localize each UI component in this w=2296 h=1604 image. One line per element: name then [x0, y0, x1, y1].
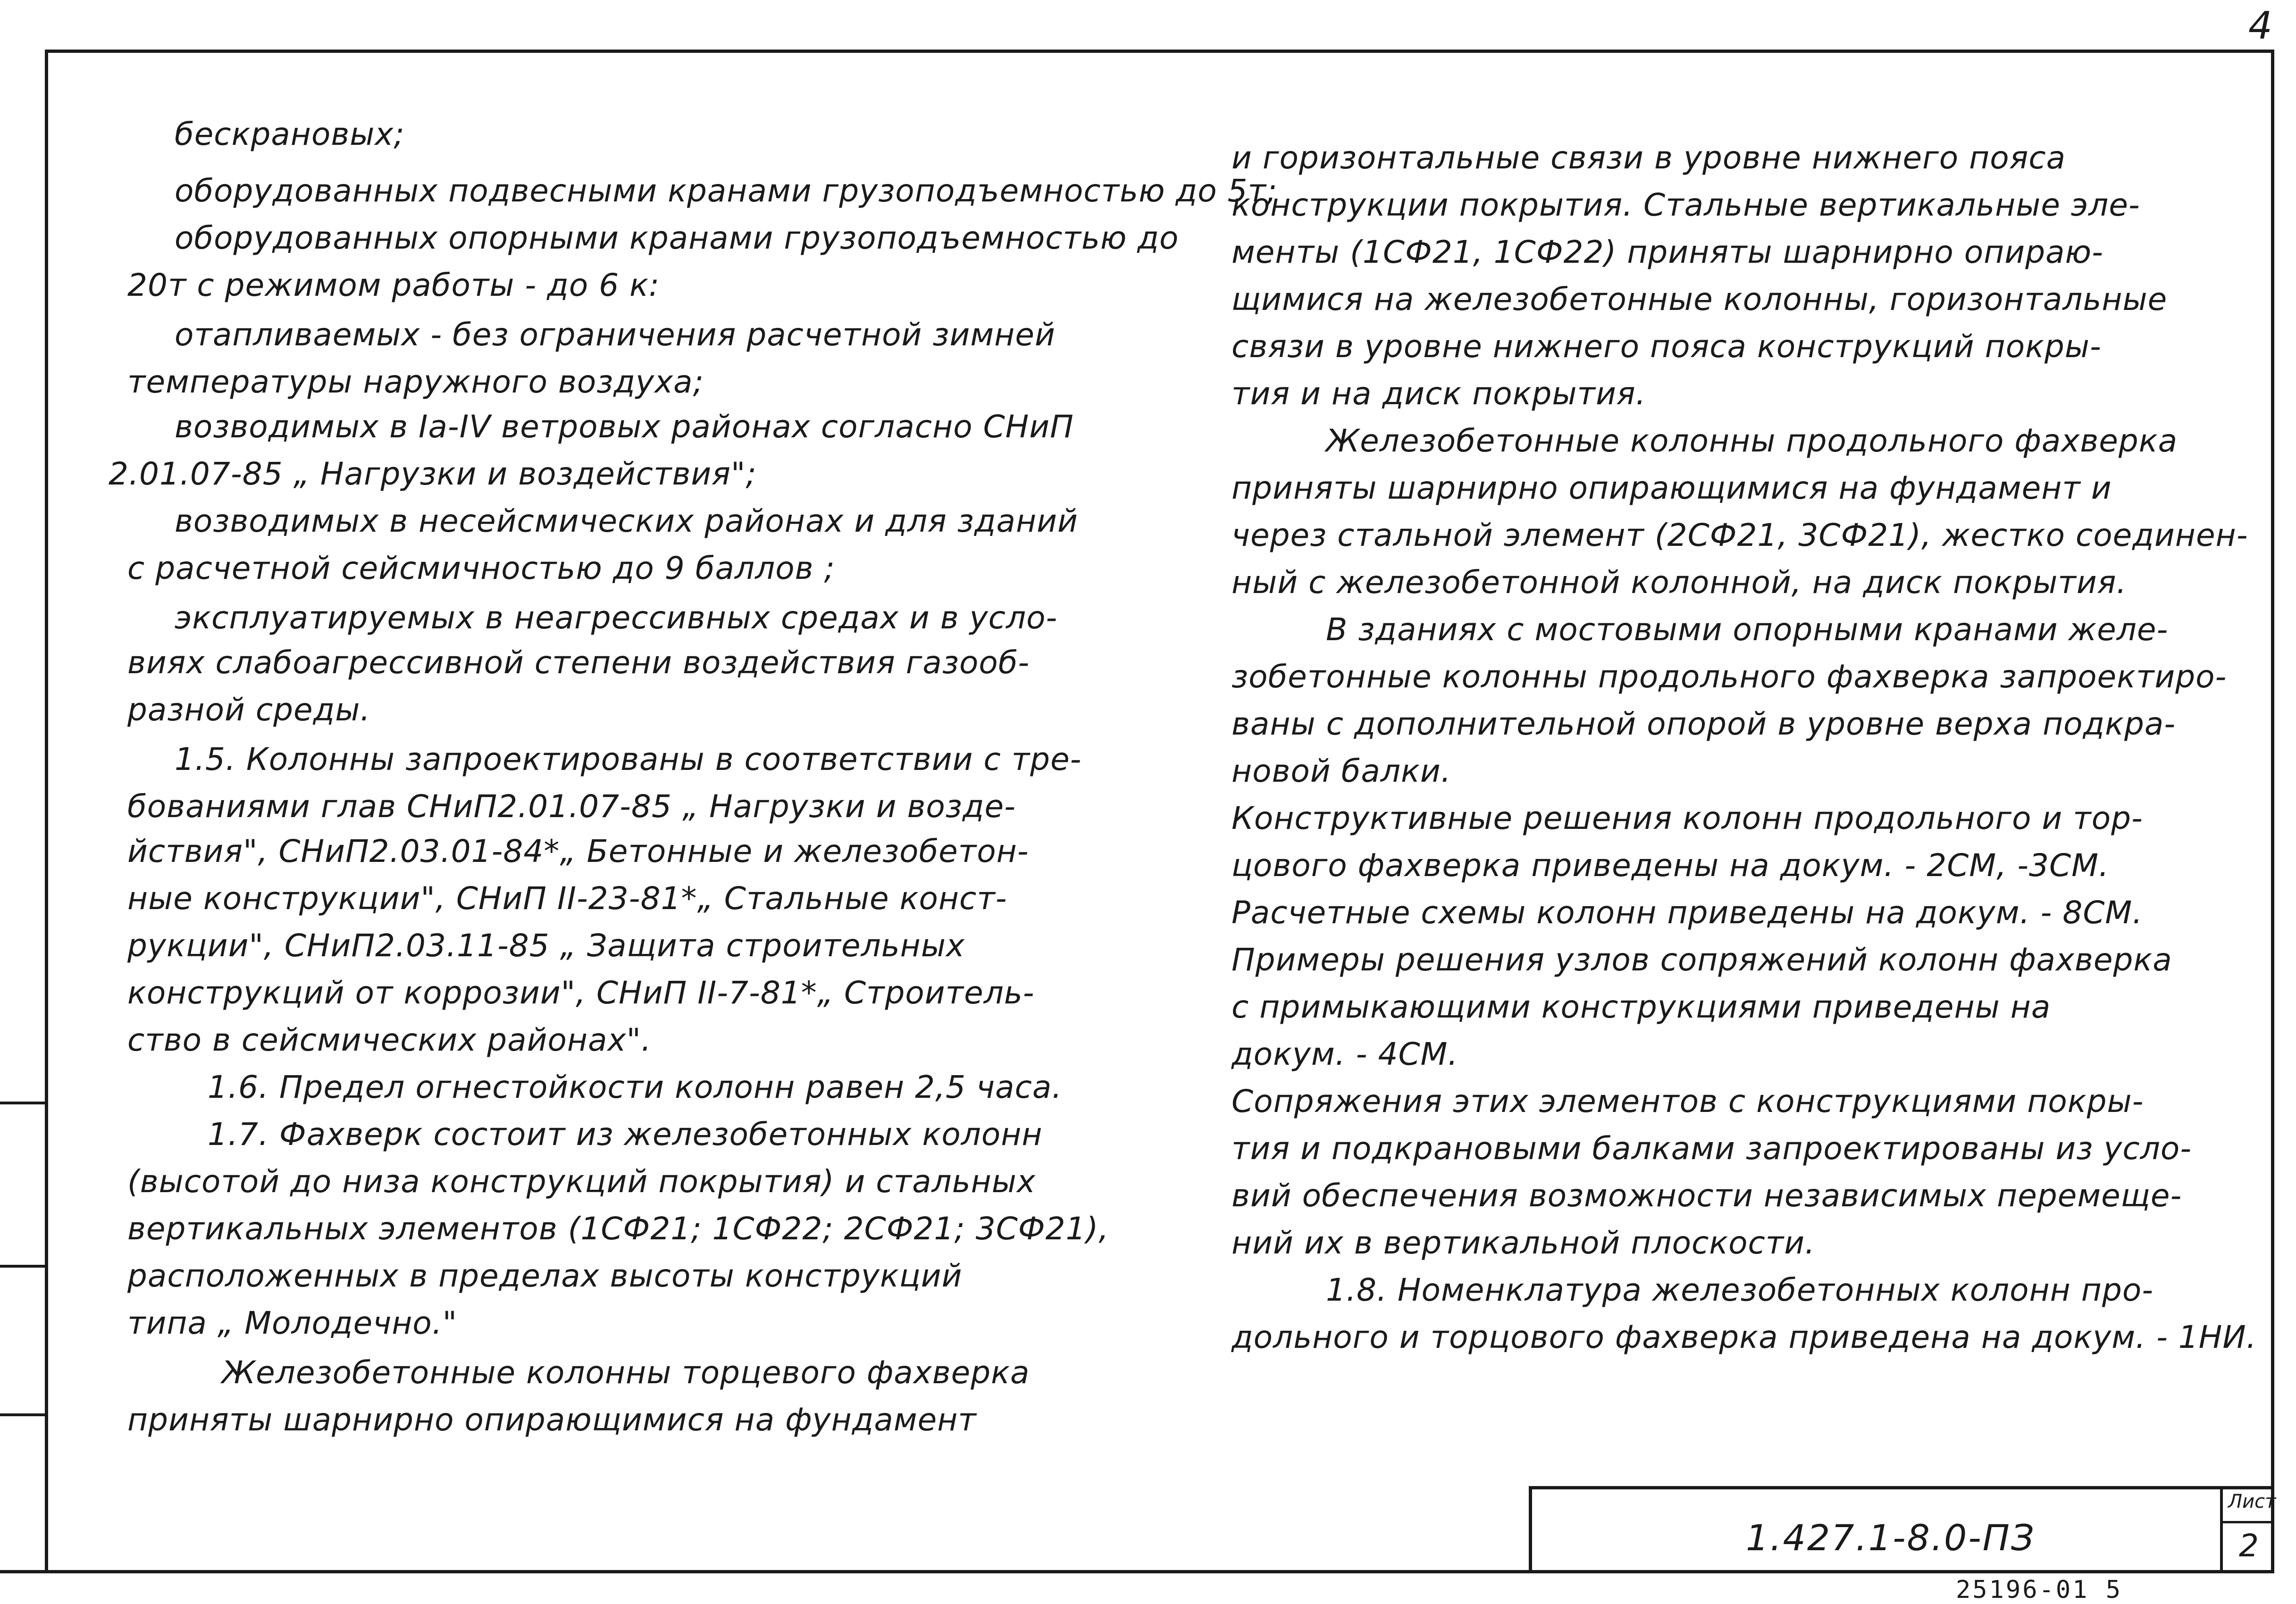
corner-page-number: 4	[2248, 4, 2272, 48]
text-line: типа „ Молодечно."	[127, 1305, 458, 1341]
text-line: приняты шарнирно опирающимися на фундамент и	[1232, 470, 2112, 506]
text-line: бованиями глав СНиП2.01.07-85 „ Нагрузки и возде-	[127, 788, 1016, 825]
text-line: рукции", СНиП2.03.11-85 „ Защита строительных	[127, 927, 965, 964]
text-line: расположенных в пределах высоты конструкций	[127, 1258, 963, 1294]
text-line: щимися на железобетонные колонны, горизонтальные	[1232, 281, 2168, 317]
text-line: 2.01.07-85 „ Нагрузки и воздействия";	[109, 456, 757, 492]
text-line: с расчетной сейсмичностью до 9 баллов ;	[127, 550, 835, 586]
sheet-label: Лист	[2228, 1491, 2276, 1512]
text-line: дольного и торцового фахверка приведена на докум. - 1НИ.	[1232, 1319, 2257, 1355]
text-line: оборудованных подвесными кранами грузоподъемностью до 5т;	[175, 173, 1278, 209]
text-line: докум. - 4СМ.	[1232, 1036, 1458, 1072]
text-line: ство в сейсмических районах".	[127, 1022, 652, 1058]
text-line: конструкции покрытия. Стальные вертикальные эле-	[1232, 187, 2140, 223]
text-line: 20т с режимом работы - до 6 к:	[127, 267, 660, 303]
text-line: 1.6. Предел огнестойкости колонн равен 2,5 часа.	[208, 1069, 1063, 1105]
text-line: цового фахверка приведены на докум. - 2СМ, -3СМ.	[1232, 847, 2110, 884]
text-line: виях слабоагрессивной степени воздействия газооб-	[127, 644, 1030, 681]
text-line: 1.8. Номенклатура железобетонных колонн про-	[1326, 1272, 2154, 1308]
text-line: зобетонные колонны продольного фахверка запроектиро-	[1232, 659, 2227, 695]
text-line: оборудованных опорными кранами грузоподъемностью до	[175, 220, 1179, 256]
text-line: Сопряжения этих элементов с конструкциями покры-	[1232, 1083, 2144, 1119]
text-line: и горизонтальные связи в уровне нижнего пояса	[1232, 140, 2066, 176]
sheet-divider	[2220, 1521, 2274, 1523]
document-code: 1.427.1-8.0-ПЗ	[1746, 1517, 2036, 1559]
text-line: вертикальных элементов (1СФ21; 1СФ22; 2СФ21; 3СФ21),	[127, 1211, 1109, 1247]
text-line: Расчетные схемы колонн приведены на докум. - 8СМ.	[1232, 894, 2143, 931]
text-line: 1.5. Колонны запроектированы в соответствии с тре-	[175, 741, 1082, 777]
text-line: возводимых в Ia-IV ветровых районах согласно СНиП	[175, 409, 1074, 445]
text-line: возводимых в несейсмических районах и для зданий	[175, 503, 1078, 539]
text-line: отапливаемых - без ограничения расчетной зимней	[175, 317, 1056, 353]
text-line: Железобетонные колонны торцевого фахверка	[222, 1354, 1030, 1391]
text-line: бескрановых;	[175, 116, 405, 152]
text-line: ные конструкции", СНиП II-23-81*„ Стальные конст-	[127, 880, 1007, 917]
archive-number: 25196-01 5	[1956, 1576, 2123, 1604]
left-margin-stamp	[0, 1102, 45, 1570]
text-line: Конструктивные решения колонн продольного и тор-	[1232, 800, 2143, 836]
text-line: новой балки.	[1232, 753, 1451, 789]
text-line: Железобетонные колонны продольного фахверка	[1326, 423, 2178, 459]
text-line: В зданиях с мостовыми опорными кранами желе-	[1326, 611, 2169, 648]
left-margin-divider	[0, 1265, 45, 1268]
left-margin-divider	[0, 1413, 45, 1416]
bottom-border	[0, 1570, 2274, 1573]
text-line: ваны с дополнительной опорой в уровне верха подкра-	[1232, 706, 2176, 742]
text-line: разной среды.	[127, 692, 371, 728]
text-line: Примеры решения узлов сопряжений колонн фахверка	[1232, 942, 2172, 978]
text-line: менты (1СФ21, 1СФ22) приняты шарнирно опираю-	[1232, 234, 2103, 270]
text-line: вий обеспечения возможности независимых перемеще-	[1232, 1178, 2182, 1214]
text-line: ний их в вертикальной плоскости.	[1232, 1225, 1816, 1261]
text-line: температуры наружного воздуха;	[127, 364, 704, 400]
text-line: йствия", СНиП2.03.01-84*„ Бетонные и железобетон-	[127, 833, 1029, 869]
text-line: тия и подкрановыми балками запроектированы из усло-	[1232, 1130, 2192, 1167]
text-line: приняты шарнирно опирающимися на фундамент	[127, 1402, 977, 1438]
text-line: (высотой до низа конструкций покрытия) и стальных	[127, 1163, 1036, 1200]
text-line: 1.7. Фахверк состоит из железобетонных колонн	[208, 1116, 1043, 1153]
text-line: ный с железобетонной колонной, на диск покрытия.	[1232, 564, 2127, 601]
text-line: тия и на диск покрытия.	[1232, 376, 1646, 412]
text-line: с примыкающими конструкциями приведены на	[1232, 989, 2051, 1025]
sheet-number: 2	[2239, 1528, 2259, 1564]
text-line: связи в уровне нижнего пояса конструкций покры-	[1232, 328, 2102, 365]
text-line: через стальной элемент (2СФ21, 3СФ21), жестко соединен-	[1232, 517, 2248, 553]
text-line: эксплуатируемых в неагрессивных средах и в усло-	[175, 600, 1058, 636]
text-line: конструкций от коррозии", СНиП II-7-81*„ Строитель-	[127, 975, 1035, 1011]
